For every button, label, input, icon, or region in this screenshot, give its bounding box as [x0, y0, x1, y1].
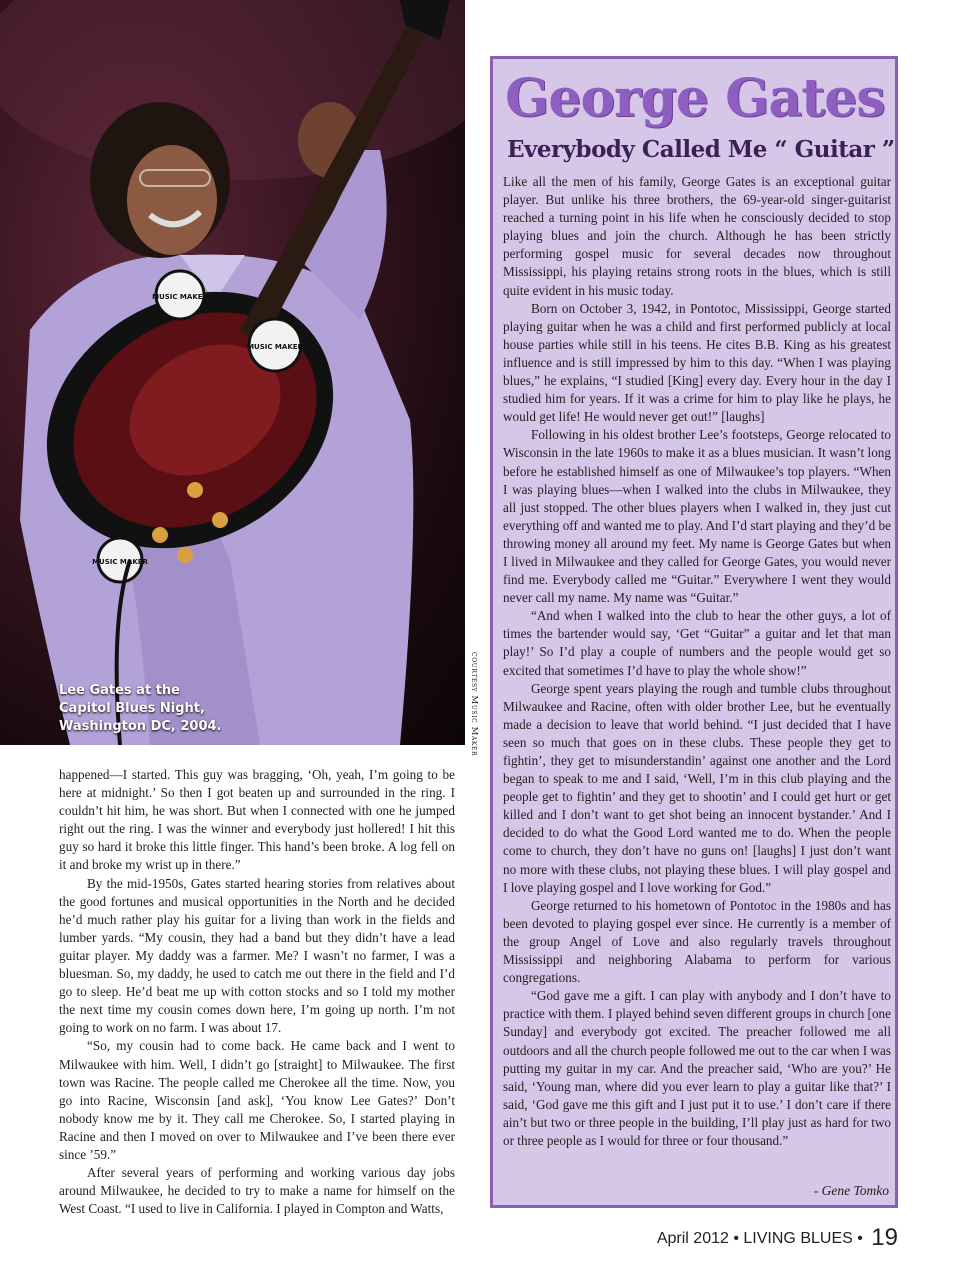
sticker-label: MUSIC MAKER — [247, 343, 303, 351]
sidebar-paragraph: “God gave me a gift. I can play with anybody and I don’t have to practice with them. I played behind seven different groups in church [one Sunday] and everybody got excited. The preacher followed me all outdoors and all the church people followed me out to the car when I was putting my guitar in my car. And the preacher said, ‘Who are you?’ He said, ‘Young man, where did you ever learn to play a guitar like that?’ I said, ‘God gave me this gift and I just put it to use.’ I don’t care if there ain’t but two or three people in the building, I’ll play just as hard for two or three people as I would for three or four thousand.” — [503, 988, 891, 1148]
author-byline: - Gene Tomko — [813, 1183, 889, 1198]
sidebar-box — [490, 56, 898, 1208]
performer-illustration — [0, 0, 465, 745]
article-paragraph: happened—I started. This guy was bragging, ‘Oh, yeah, I’m going to be here at midnight.’ So then I got beaten up and surrounded in the ring. I couldn’t hit him, he was short. But when I connected with one he jumped right out the ring. I was the winner and everybody just hollered! I hit this guy so hard it broke this little finger. This hand’s been broke. A log fell on it and broke my wrist up in there.” — [59, 767, 455, 873]
sidebar-body — [503, 173, 891, 1150]
page-footer — [657, 1224, 898, 1252]
article-paragraph: After several years of performing and working various day jobs around Milwaukee, he decided to try to make a name for himself on the West Coast. “I used to live in California. I played in Compton and Watts, — [59, 1165, 455, 1217]
article-paragraph: By the mid-1950s, Gates started hearing stories from relatives about the good fortunes and musical opportunities in the North and he decided he’d much rather play his guitar for a living than work in the fields and lumber yards. “My cousin, they had a band but they didn’t have a lead guitar player. My daddy was a farmer. Me? I wasn’t no farmer, I was a bluesman. So, my daddy, he used to catch me out there in the field and I’d go to sleep. He’d beat me up with cotton stocks and so I told my mother the next time my cousin comes down here, I’m going up north. I’m not going to work on no farm. I was about 17. — [59, 875, 455, 1036]
article-paragraph: “So, my cousin had to come back. He came back and I went to Milwaukee with him. Well, I didn’t go [straight] to Milwaukee. The first town was Racine. The people called me Cherokee all the time. Now, you go into Racine, Wisconsin [and ask], ‘You know Lee Gates?’ Don’t nobody know me by it. They call me Cherokee. So, I started playing in Racine and then I moved on over to Milwaukee and I’ve been there ever since ’59.” — [59, 1038, 455, 1162]
page-number: 19 — [871, 1224, 898, 1251]
main-article-column — [59, 766, 455, 1218]
issue-date: April 2012 — [656, 1230, 729, 1247]
photo-credit: courtesy Music Maker — [469, 652, 479, 757]
music-maker-sticker — [247, 319, 303, 371]
sidebar-title: George Gates — [505, 68, 885, 129]
photo-caption: Lee Gates at the Capitol Blues Night, Washington DC, 2004. — [59, 683, 222, 734]
performer-photo — [0, 0, 465, 745]
magazine-name: LIVING BLUES — [743, 1230, 853, 1247]
sidebar-paragraph: Like all the men of his family, George Gates is an exceptional guitar player. But unlike his three brothers, the 69-year-old singer-guitarist reached a turning point in his life when he consciously decided to stop playing blues and join the church. Although he has been strictly performing gospel music for several decades now throughout Mississippi, his playing retains strong roots in the blues, which is still quite evident in his music today. — [503, 174, 891, 298]
sidebar-paragraph: Following in his oldest brother Lee’s footsteps, George relocated to Wisconsin in the late 1960s to make it as a blues musician. It wasn’t long before he established himself as one of Milwaukee’s top players. “When I was playing blues—when I walked into the clubs in Milwaukee, they all just stopped. The other blues players when I walked in, they just cut everything off and wanted me to play. And I’d start playing and they’d be throwing money all around my feet. My name is George Gates but when I lived in Milwaukee and they called for George Gates, you would never find me. Everybody called me “Guitar.” Everywhere I went they would never call my name. My name was “Guitar.” — [503, 427, 891, 606]
sidebar-subtitle: Everybody Called Me “ Guitar ” — [507, 136, 895, 163]
sidebar-paragraph: George returned to his hometown of Pontotoc in the 1980s and has been devoted to playing gospel ever since. He currently is a member of the group Angel of Love and also regularly travels throughout Mississippi and neighboring Alabama to perform for various congregations. — [503, 897, 891, 986]
footer-bullet: • — [857, 1230, 863, 1247]
sidebar-paragraph: “And when I walked into the club to hear the other guys, a lot of times the bartender would say, ‘Get “Guitar” a guitar and let that man play!’ So I’d play a couple of numbers and the people would get so excited that sometimes I’d have to play the whole show!” — [503, 608, 891, 678]
sticker-label: MUSIC MAKER — [92, 558, 148, 566]
footer-bullet: • — [733, 1230, 739, 1247]
sticker-label: MUSIC MAKER — [152, 293, 208, 301]
sidebar-paragraph: Born on October 3, 1942, in Pontotoc, Mississippi, George started playing guitar when he was a child and first performed publicly at local house parties while still in his teens. He cites B.B. King as his greatest influence and is still impressed by him to this day. “When I was playing blues,” he explains, “I studied [King] every day. Every hour in the day I studied him for years. If it was a crime for him to play like he plays, he would get life! He would never get out!” [laughs] — [503, 300, 891, 425]
sidebar-paragraph: George spent years playing the rough and tumble clubs throughout Milwaukee and Racine, often with older brother Lee, but he eventually made a decision to leave that world behind. “I just decided that I have seen so much that goes on in these clubs. These people they get to fightin’, they get to misunderstandin’ against one another and the Lord began to speak to me and I said, ‘Well, I’m in this club playing and the people get to fightin’ and they get to shootin’ and I could get hurt or get killed and I don’t want to get shot being an innocent bystander.’ And I decided to do what the Good Lord wanted me to do. When the people come to church, they don’t have no guns on! [laughs] I just don’t want no more with these clubs, not playing these blues. I will play gospel and I love playing gospel and I love working for God.” — [503, 680, 891, 895]
